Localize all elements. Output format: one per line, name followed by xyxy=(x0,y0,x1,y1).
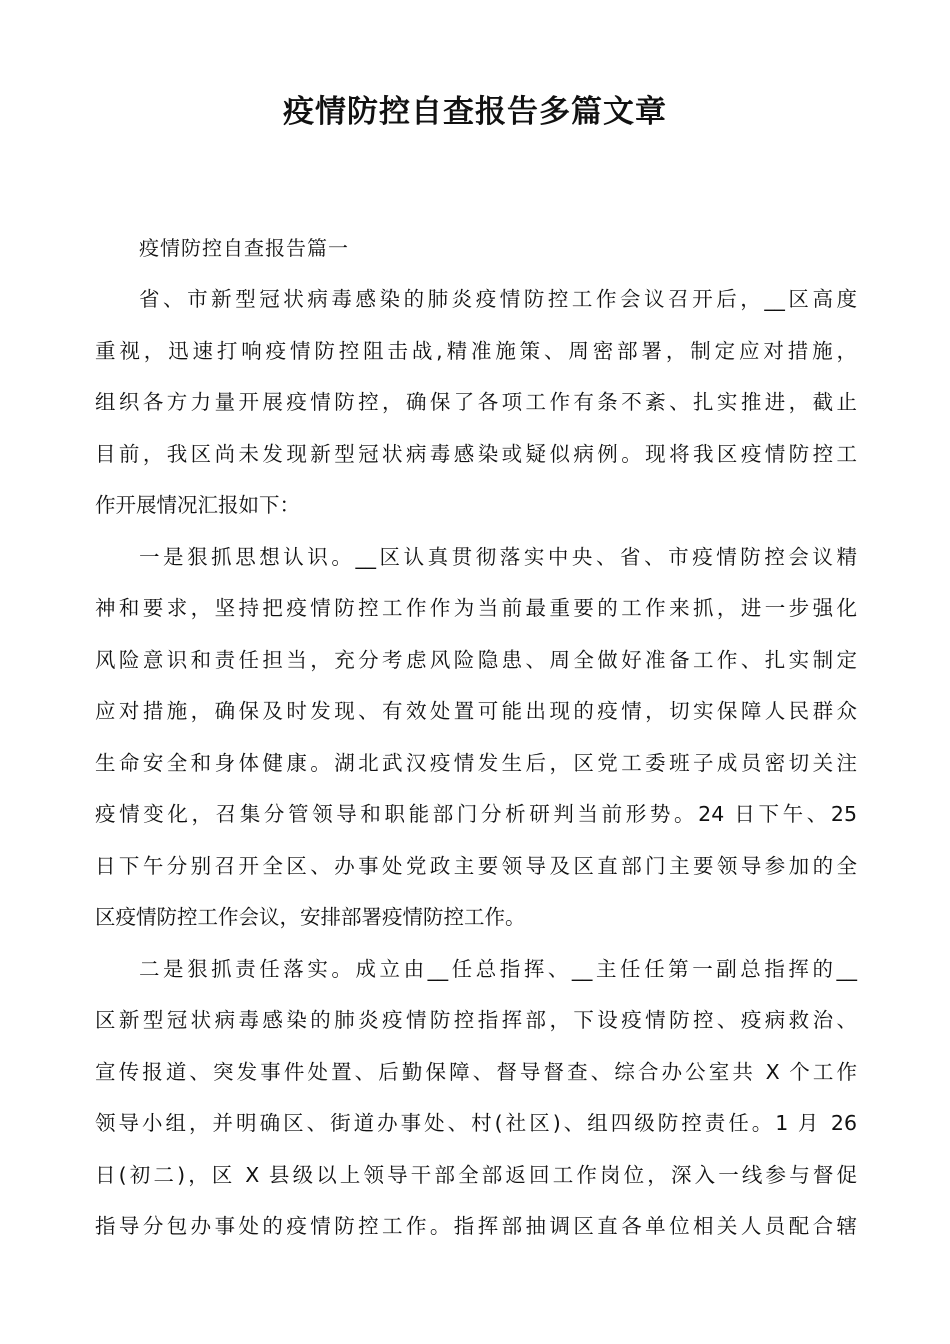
text-line: 一是狠抓思想认识。__区认真贯彻落实中央、省、市疫情防控会议精 xyxy=(139,544,857,569)
text-line: 生命安全和身体健康。湖北武汉疫情发生后，区党工委班子成员密切关注 xyxy=(95,750,857,775)
paragraph-1 xyxy=(95,274,857,532)
text-line: 省、市新型冠状病毒感染的肺炎疫情防控工作会议召开后，__区高度 xyxy=(139,287,857,311)
text-line: 作开展情况汇报如下： xyxy=(95,493,300,517)
text-line: 神和要求，坚持把疫情防控工作作为当前最重要的工作来抓，进一步强化 xyxy=(95,596,857,620)
section-heading: 疫情防控自查报告篇一 xyxy=(139,236,349,260)
text-line: 领导小组，并明确区、街道办事处、村(社区)、组四级防控责任。1 月 26 xyxy=(95,1111,857,1135)
text-line: 目前，我区尚未发现新型冠状病毒感染或疑似病例。现将我区疫情防控工 xyxy=(95,441,857,466)
text-line: 风险意识和责任担当，充分考虑风险隐患、周全做好准备工作、扎实制定 xyxy=(95,647,857,672)
text-line: 疫情变化，召集分管领导和职能部门分析研判当前形势。24 日下午、25 xyxy=(95,802,857,826)
text-line: 日(初二)，区 X 县级以上领导干部全部返回工作岗位，深入一线参与督促 xyxy=(95,1162,857,1187)
text-line: 重视，迅速打响疫情防控阻击战,精准施策、周密部署，制定应对措施， xyxy=(95,338,857,363)
text-line: 组织各方力量开展疫情防控，确保了各项工作有条不紊、扎实推进，截止 xyxy=(95,390,857,414)
text-line: 区新型冠状病毒感染的肺炎疫情防控指挥部，下设疫情防控、疫病救治、 xyxy=(95,1008,857,1032)
text-line: 区疫情防控工作会议，安排部署疫情防控工作。 xyxy=(95,905,526,929)
paragraph-3 xyxy=(95,944,857,1253)
document-title: 疫情防控自查报告多篇文章 xyxy=(283,94,667,130)
text-line: 指导分包办事处的疫情防控工作。指挥部抽调区直各单位相关人员配合辖 xyxy=(95,1214,857,1238)
paragraph-2 xyxy=(95,532,857,944)
text-line: 宣传报道、突发事件处置、后勤保障、督导督查、综合办公室共 X 个工作 xyxy=(95,1059,857,1084)
document-body xyxy=(95,222,857,1253)
text-line: 日下午分别召开全区、办事处党政主要领导及区直部门主要领导参加的全 xyxy=(95,853,857,878)
text-line: 应对措施，确保及时发现、有效处置可能出现的疫情，切实保障人民群众 xyxy=(95,699,857,723)
text-line: 二是狠抓责任落实。成立由__任总指挥、__主任任第一副总指挥的__ xyxy=(139,956,857,981)
